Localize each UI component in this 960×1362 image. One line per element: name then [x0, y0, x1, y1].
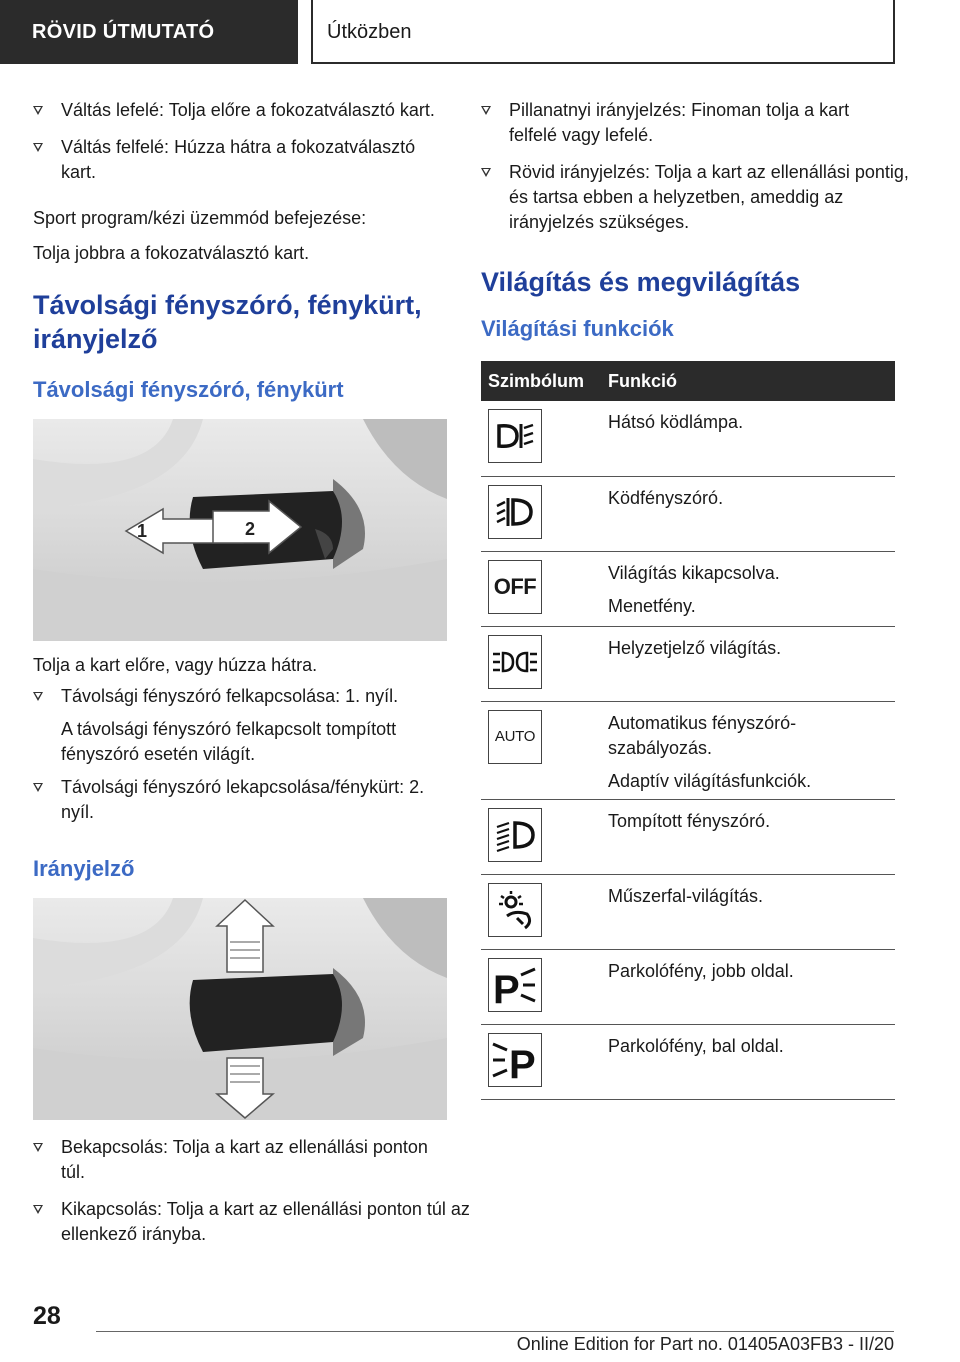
svg-text:P: P [509, 1042, 536, 1084]
sport-end-label: Sport program/kézi üzemmód befejezése: [33, 208, 367, 228]
function-text: Hátsó ködlámpa. [608, 412, 744, 432]
table-row [481, 476, 895, 551]
instrument-lighting-icon [488, 883, 542, 937]
list-item [33, 1135, 447, 1185]
list-item [33, 135, 447, 185]
table-row [481, 1024, 895, 1099]
table-row [481, 401, 895, 476]
right-column [481, 98, 909, 1100]
function-text: Parkolófény, bal oldal. [608, 1035, 784, 1056]
list-item [33, 1197, 471, 1247]
bullet-triangle-icon [481, 168, 491, 177]
column-header-function: Funkció [601, 361, 895, 401]
chapter-title: Útközben [311, 0, 895, 64]
list-item-text: Bekapcsolás: Tolja a kart az ellenállási ponton túl. [61, 1137, 428, 1182]
table-row [481, 551, 895, 626]
section-heading: Világítás és megvilágítás [481, 267, 801, 297]
section-title: RÖVID ÚTMUTATÓ [0, 0, 298, 64]
table-row [481, 874, 895, 949]
function-text: Ködfényszóró. [608, 487, 724, 508]
sport-end-text: Tolja jobbra a fokozatválasztó kart. [33, 243, 310, 263]
function-text: Helyzetjelző világítás. [608, 637, 782, 658]
bullet-triangle-icon [33, 783, 43, 792]
function-text: Világítás kikapcsolva. [608, 562, 780, 583]
parking-light-left-icon [488, 1033, 542, 1087]
function-text: Adaptív világításfunkciók. [608, 770, 812, 791]
subsection-heading: Világítási funkciók [481, 316, 674, 341]
list-item-text: Távolsági fényszóró felkapcsolása: 1. nyíl. [61, 686, 399, 706]
list-item-text: Távolsági fényszóró lekapcsolása/fénykürt: 2. nyíl. [61, 777, 425, 822]
high-beam-note: A távolsági fényszóró felkapcsolt tompított fényszóró esetén világít. [61, 719, 397, 764]
bullet-triangle-icon [33, 106, 43, 115]
bullet-triangle-icon [481, 106, 491, 115]
list-item-text: Váltás felfelé: Húzza hátra a fokozatválasztó kart. [61, 137, 416, 182]
table-row [481, 799, 895, 874]
list-item [33, 684, 447, 709]
function-text: Műszerfal-világítás. [608, 885, 764, 906]
table-row [481, 701, 895, 799]
list-item [33, 775, 461, 825]
rear-fog-icon [488, 409, 542, 463]
page-header [0, 0, 960, 64]
auto-icon: AUTO [488, 710, 542, 764]
list-item [481, 98, 895, 148]
bullet-triangle-icon [33, 143, 43, 152]
turn-signal-lever-illustration [33, 898, 447, 1120]
high-beam-lever-illustration [33, 419, 447, 641]
page-number: 28 [33, 1302, 61, 1330]
list-item-text: Kikapcsolás: Tolja a kart az ellenállási ponton túl az ellenkező irányba. [61, 1199, 470, 1244]
parking-light-right-icon [488, 958, 542, 1012]
edition-info: Online Edition for Part no. 01405A03FB3 - II/20 [516, 1334, 894, 1354]
list-item-text: Rövid irányjelzés: Tolja a kart az ellenállási pontig, és tartsa ebben a helyzetben, ameddig az irányjelzés szükséges. [509, 162, 909, 232]
front-fog-icon [488, 485, 542, 539]
bullet-triangle-icon [33, 1205, 43, 1214]
function-text: Automatikus fényszóró-szabályozás. [608, 712, 797, 758]
table-header-row [481, 361, 895, 401]
function-text: Tompított fényszóró. [608, 810, 771, 831]
list-item [481, 160, 909, 235]
footer-divider [96, 1331, 894, 1332]
list-item-text: Váltás lefelé: Tolja előre a fokozatválasztó kart. [61, 100, 435, 120]
lighting-functions-table [481, 361, 895, 1100]
arrow-label-2: 2 [245, 519, 256, 539]
bullet-triangle-icon [33, 1143, 43, 1152]
list-item [33, 98, 447, 123]
function-text: Parkolófény, jobb oldal. [608, 960, 794, 981]
column-header-symbol: Szimbólum [481, 361, 601, 401]
subsection-heading: Irányjelző [33, 856, 135, 881]
list-item-text: Pillanatnyi irányjelzés: Finoman tolja a kart felfelé vagy lefelé. [509, 100, 850, 145]
lever-push-pull-image [33, 419, 447, 641]
svg-text:P: P [493, 967, 520, 1009]
lever-up-down-image [33, 898, 447, 1120]
table-row [481, 626, 895, 701]
table-row [481, 949, 895, 1024]
arrow-label-1: 1 [137, 521, 148, 541]
function-text: Menetfény. [608, 595, 696, 616]
subsection-heading: Távolsági fényszóró, fénykürt [33, 377, 344, 402]
parking-lights-icon [488, 635, 542, 689]
push-pull-text: Tolja a kart előre, vagy húzza hátra. [33, 655, 318, 675]
off-icon: OFF [488, 560, 542, 614]
left-column [33, 98, 470, 1247]
bullet-triangle-icon [33, 692, 43, 701]
low-beam-icon [488, 808, 542, 862]
section-heading: Távolsági fényszóró, fénykürt, irányjelző [33, 290, 422, 354]
